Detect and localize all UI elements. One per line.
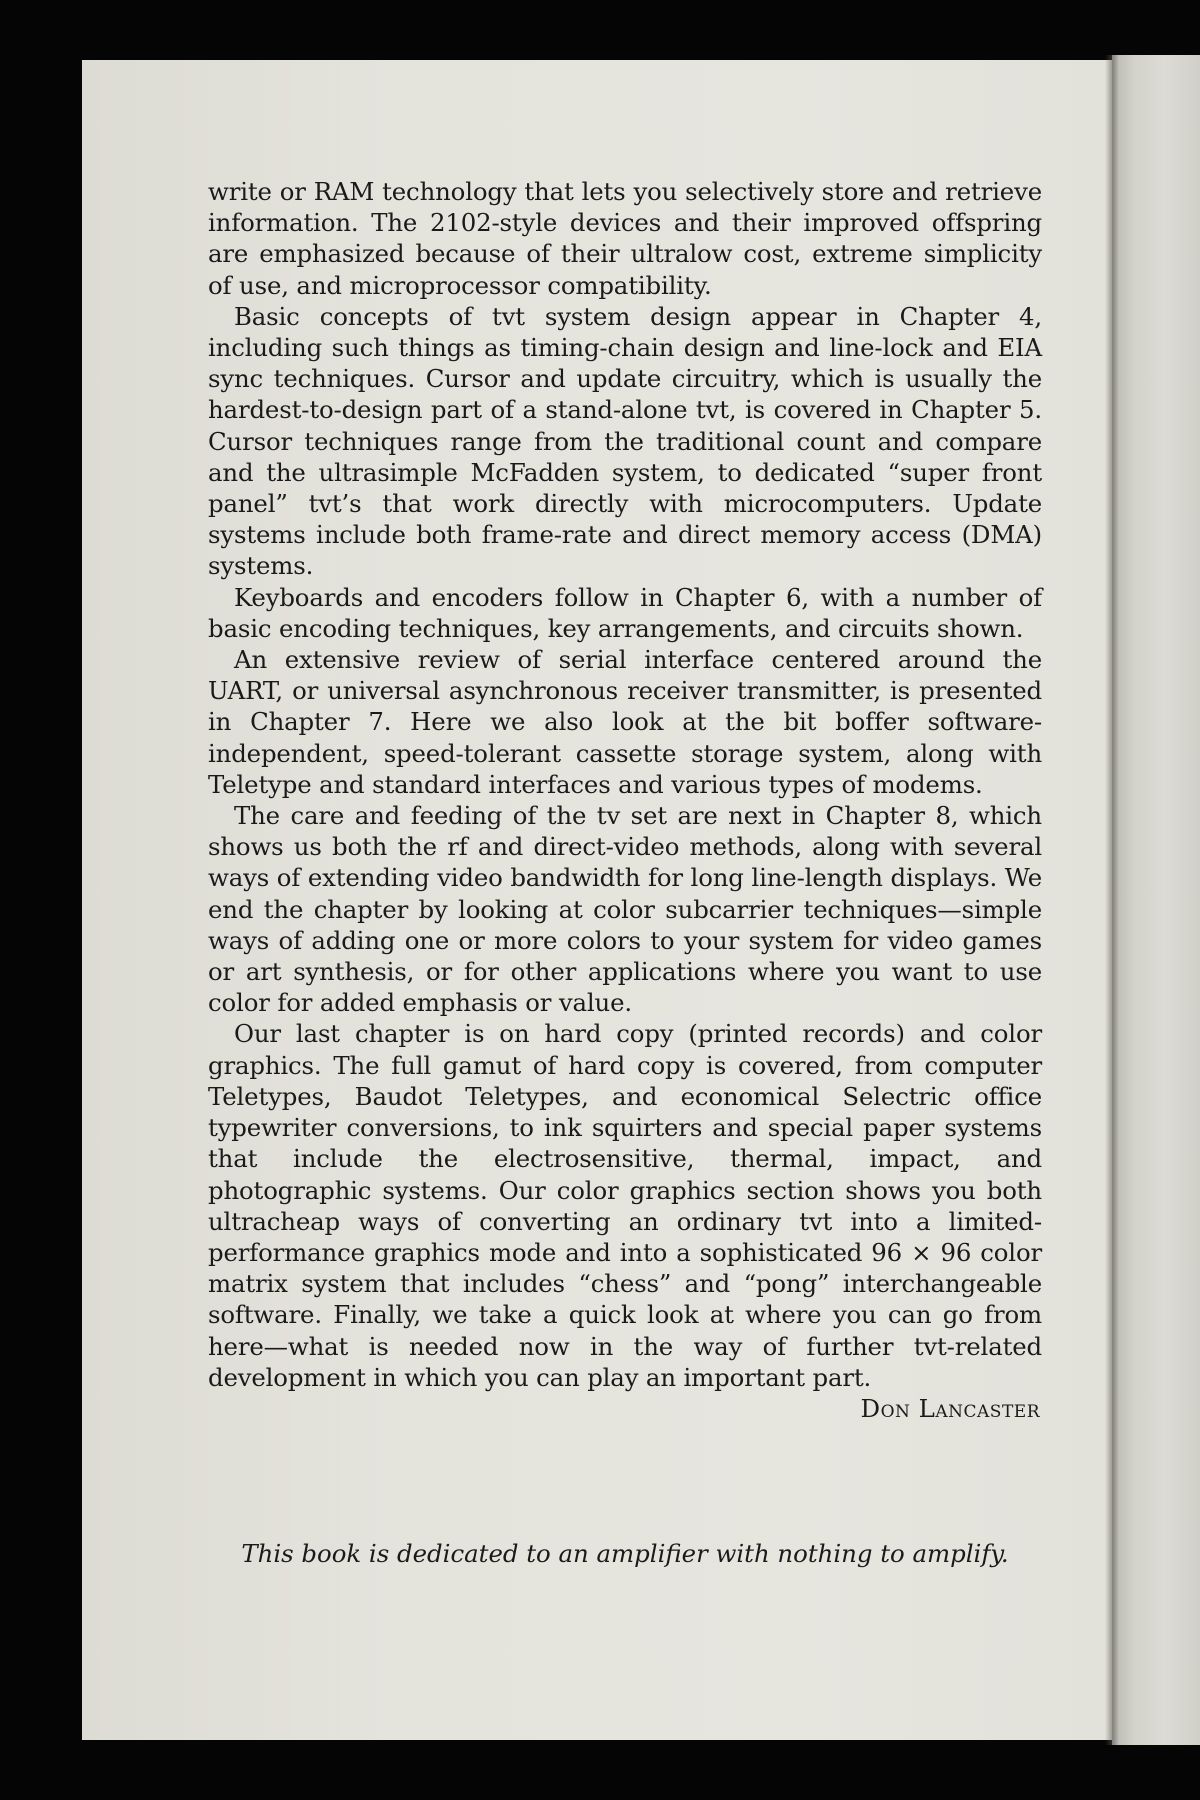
paragraph-chapter-7: An extensive review of serial interface centered around the UART, or universal asynchronous receiver transmitter, is presented in Chapter 7. Here we also look at the bit boffer software-independent, speed-tolerant cassette storage system, along with Teletype and standard interfaces and various types of modems. <box>208 645 1042 799</box>
paragraph-ram-technology: write or RAM technology that lets you selectively store and retrieve information. The 2102-style devices and their improved offspring are emphasized because of their ultralow cost, extreme simplicity of use, and microprocessor compatibility. <box>208 177 1042 300</box>
body-text <box>208 176 1042 1424</box>
paragraph-chapter-4-5: Basic concepts of tvt system design appear in Chapter 4, including such things as timing-chain design and line-lock and EIA sync techniques. Cursor and update circuitry, which is usually the hardest-to-design part of a stand-alone tvt, is covered in Chapter 5. Cursor techniques range from the traditional count and compare and the ultrasimple McFadden system, to dedicated “super front panel” tvt’s that work directly with microcomputers. Update systems include both frame-rate and direct memory access (DMA) systems. <box>208 301 1042 581</box>
paragraph-chapter-6: Keyboards and encoders follow in Chapter 6, with a number of basic encoding techniques, key arrangements, and circuits shown. <box>208 582 1042 643</box>
facing-page-edge <box>1112 55 1200 1745</box>
paragraph-chapter-8: The care and feeding of the tv set are next in Chapter 8, which shows us both the rf and direct-video methods, along with several ways of extending video bandwidth for long line-length displays. We end the chapter by looking at color subcarrier techniques—simple ways of adding one or more colors to your system for video games or art synthesis, or for other applications where you want to use color for added emphasis or value. <box>208 801 1042 1018</box>
author-signature: Don Lancaster <box>860 1393 1040 1423</box>
paragraph-last-chapter: Our last chapter is on hard copy (printed records) and color graphics. The full gamut of hard copy is covered, from computer Teletypes, Baudot Teletypes, and economical Selectric office typewriter conversions, to ink squirters and special paper systems that include the electrosensitive, thermal, impact, and photographic systems. Our color graphics section shows you both ultracheap ways of converting an ordinary tvt into a limited-performance graphics mode and into a sophisticated 96 × 96 color matrix system that includes “chess” and “pong” interchangeable software. Finally, we take a quick look at where you can go from here—what is needed now in the way of further tvt-related development in which you can play an important part. <box>208 1019 1042 1392</box>
page-gutter-shadow <box>1105 55 1119 1745</box>
dedication-line: This book is dedicated to an amplifier with nothing to amplify. <box>241 1539 1009 1568</box>
